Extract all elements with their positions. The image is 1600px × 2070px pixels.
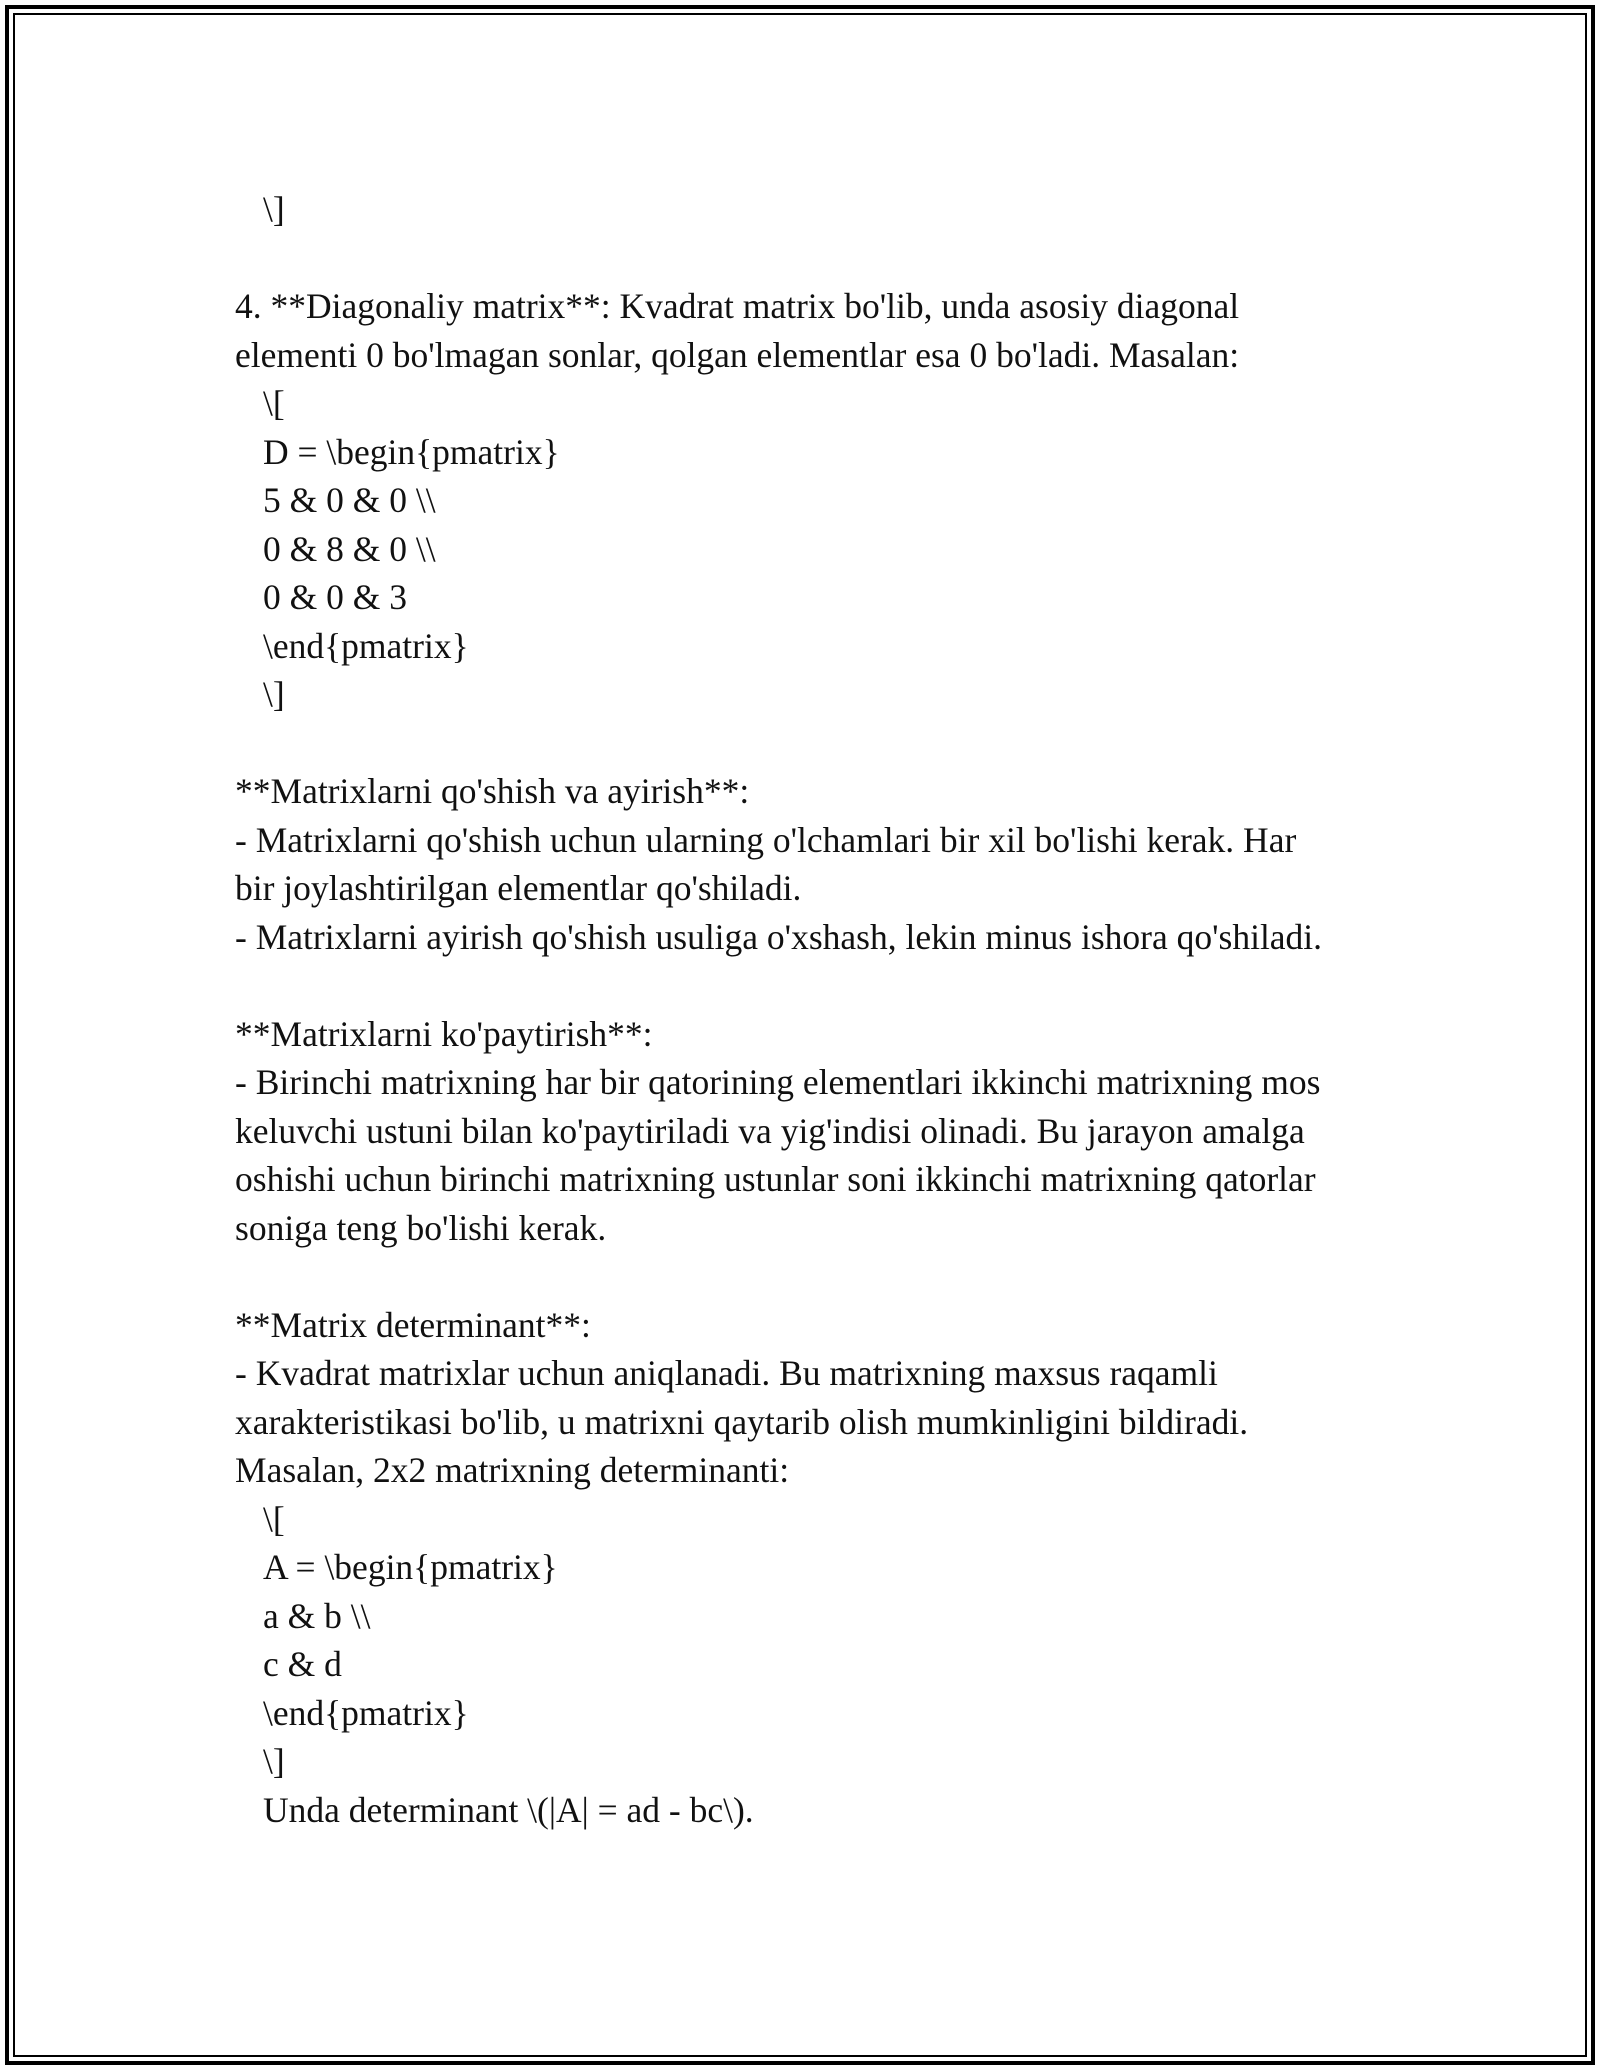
text-line: oshishi uchun birinchi matrixning ustunlar soni ikkinchi matrixning qatorlar <box>235 1159 1316 1199</box>
text-line: \[ <box>263 383 285 423</box>
text-line: keluvchi ustuni bilan ko'paytiriladi va yig'indisi olinadi. Bu jarayon amalga <box>235 1110 1305 1151</box>
blank-line <box>235 1252 1385 1301</box>
text-line: bir joylashtirilgan elementlar qo'shiladi. <box>235 868 802 908</box>
text-line: 5 & 0 & 0 \\ <box>263 480 436 520</box>
document-body <box>235 185 1385 1834</box>
text-line: elementi 0 bo'lmagan sonlar, qolgan elementlar esa 0 bo'ladi. Masalan: <box>235 334 1240 375</box>
text-line: \] <box>263 674 285 714</box>
text-line: 0 & 8 & 0 \\ <box>263 528 436 569</box>
blank-line <box>235 234 1385 283</box>
text-line: - Matrixlarni ayirish qo'shish usuliga o'xshash, lekin minus ishora qo'shiladi. <box>235 916 1323 957</box>
text-line: Unda determinant \(|A| = ad - bc\). <box>263 1789 754 1830</box>
text-line: - Matrixlarni qo'shish uchun ularning o'lchamlari bir xil bo'lishi kerak. Har <box>235 819 1297 860</box>
text-line: xarakteristikasi bo'lib, u matrixni qaytarib olish mumkinligini bildiradi. <box>235 1401 1249 1442</box>
text-line: - Birinchi matrixning har bir qatorining elementlari ikkinchi matrixning mos <box>235 1062 1321 1102</box>
text-line: 4. **Diagonaliy matrix**: Kvadrat matrix bo'lib, unda asosiy diagonal <box>235 286 1240 326</box>
text-line: c & d <box>263 1644 342 1684</box>
text-line: Masalan, 2x2 matrixning determinanti: <box>235 1450 790 1490</box>
text-line: \end{pmatrix} <box>263 625 469 666</box>
blank-line <box>235 961 1385 1010</box>
text-line: \[ <box>263 1498 285 1539</box>
text-line: **Matrixlarni ko'paytirish**: <box>235 1013 653 1054</box>
text-line: - Kvadrat matrixlar uchun aniqlanadi. Bu matrixning maxsus raqamli <box>235 1353 1218 1393</box>
text-line: **Matrixlarni qo'shish va ayirish**: <box>235 771 750 811</box>
text-line: \] <box>263 1741 285 1781</box>
text-line: **Matrix determinant**: <box>235 1304 591 1345</box>
blank-line <box>235 719 1385 768</box>
text-line: 0 & 0 & 3 <box>263 577 407 617</box>
text-line: \] <box>263 189 285 229</box>
text-line: D = \begin{pmatrix} <box>263 431 560 472</box>
text-line: \end{pmatrix} <box>263 1692 469 1733</box>
text-line: a & b \\ <box>263 1595 371 1636</box>
text-line: soniga teng bo'lishi kerak. <box>235 1207 607 1248</box>
text-line: A = \begin{pmatrix} <box>263 1547 558 1587</box>
